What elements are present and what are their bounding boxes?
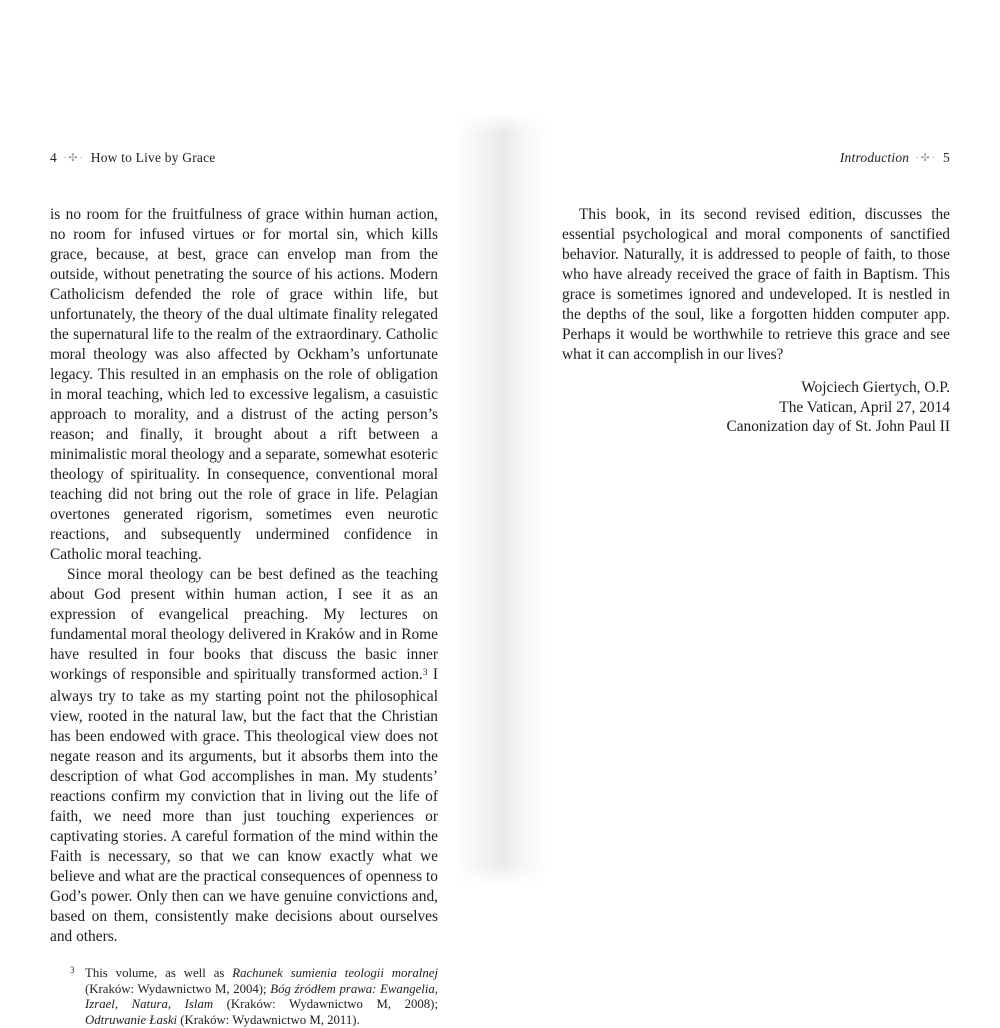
right-running-title: Introduction — [839, 150, 910, 165]
signature-block — [562, 378, 950, 437]
right-running-header — [562, 150, 950, 168]
left-page-number: 4 — [50, 150, 57, 165]
body-paragraph: Since moral theology can be best defined as the teaching about God present within human action, I see it as an expression of evangelical preaching. My lectures on fundamental moral theology delivered in Kraków and in Rome have resulted in four books that discuss the basic inner workings of responsible and spiritually transformed action.$^3$ I always try to take as my starting point not the philosophical view, rooted in the natural law, but the fact that the Christian has been endowed with grace. This theological view does not negate reason and its arguments, but it absorbs them into the description of what God accomplishes in man. My students’ reactions confirm my conviction that in living out the life of faith, we need more than just touching experiences or captivating stories. A careful formation of the mind within the Faith is necessary, so that we can know exactly what we believe and what are the practical consequences of openness to God’s power. Only then can we have genuine convictions and, based on them, consistently make decisions about ourselves and others. — [50, 566, 438, 945]
footnote — [50, 966, 438, 1028]
footnote-marker: 3 — [70, 965, 75, 975]
left-page — [50, 150, 438, 1028]
right-page-number: 5 — [943, 150, 950, 165]
fleuron-ornament-icon: ·✣· — [62, 153, 85, 164]
signature-occasion: Canonization day of St. John Paul II — [726, 418, 950, 435]
left-body-text — [50, 205, 438, 947]
left-running-header — [50, 150, 438, 168]
left-running-title: How to Live by Grace — [90, 150, 216, 165]
body-paragraph: is no room for the fruitfulness of grace within human action, no room for infused virtues or for mortal sin, which kills grace, because, at best, grace can envelop man from the outside, without penetrating the source of his actions. Modern Catholicism defended the role of grace within life, but unfortunately, the theory of the dual ultimate finality relegated the supernatural life to the realm of the extraordinary. Catholic moral theology was also affected by Ockham’s unfortunate legacy. This resulted in an emphasis on the role of obligation in moral teaching, which led to excessive legalism, a casuistic approach to morality, and a distrust of the acting person’s reason; and finally, it brought about a rift between a minimalistic moral theology and a separate, somewhat esoteric theology of spirituality. In consequence, conventional moral teaching did not bring out the role of grace in life. Pelagian overtones generated rigorism, sometimes even neurotic reactions, and subsequently undermined confidence in Catholic moral teaching. — [50, 206, 438, 563]
signature-author: Wojciech Giertych, O.P. — [801, 379, 950, 396]
footnote-text: This volume, as well as Rachunek sumienia teologii moralnej (Kraków: Wydawnictwo M, 2004); Bóg źródłem prawa: Ewangelia, Izrael, Natura, Islam (Kraków: Wydawnictwo M, 2008); Odtruwanie Łaski (Kraków: Wydawnictwo M, 2011). — [85, 966, 439, 1027]
right-body-text — [562, 205, 950, 365]
signature-place-date: The Vatican, April 27, 2014 — [779, 398, 950, 416]
fleuron-ornament-icon: ·✣· — [915, 153, 938, 164]
right-page — [562, 150, 950, 437]
page-gutter-shadow — [454, 112, 548, 886]
body-paragraph: This book, in its second revised edition, discusses the essential psychological and moral components of sanctified behavior. Naturally, it is addressed to people of faith, to those who have already received the grace of faith in Baptism. This grace is sometimes ignored and undeveloped. It is nestled in the depths of the soul, like a forgotten hidden computer app. Perhaps it would be worthwhile to retrieve this grace and see what it can accomplish in our lives? — [562, 206, 950, 363]
